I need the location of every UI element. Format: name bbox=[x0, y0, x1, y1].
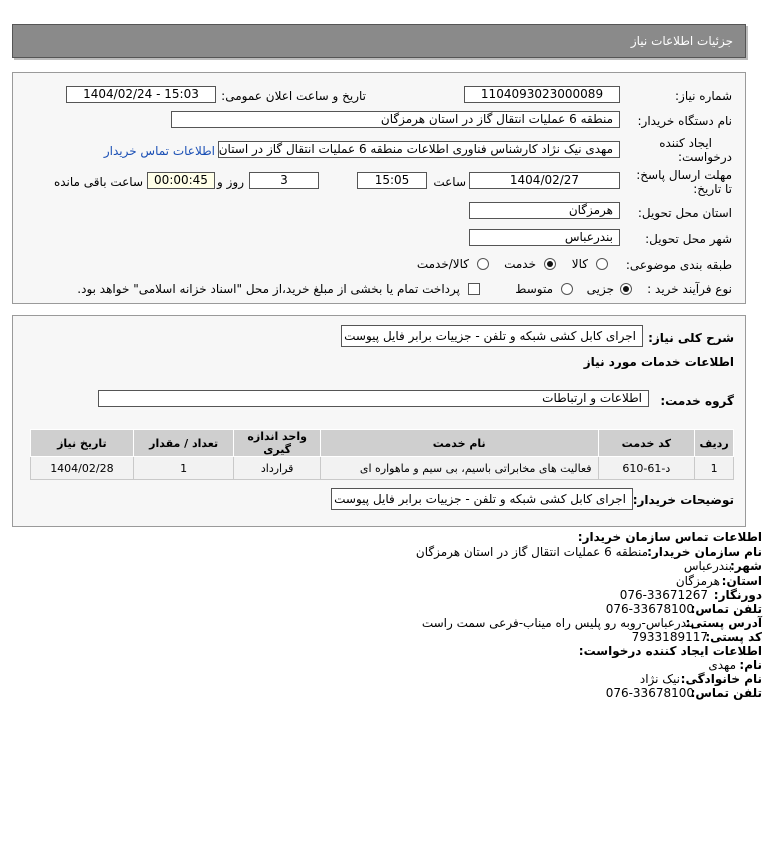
postal-value: 7933189117 bbox=[631, 630, 708, 644]
first-name-label: نام: bbox=[739, 658, 762, 672]
creator-phone-label: تلفن تماس: bbox=[690, 686, 762, 700]
remaining-label: ساعت باقی مانده bbox=[53, 175, 143, 189]
creator-label-2: درخواست: bbox=[678, 150, 732, 164]
cell-qty: 1 bbox=[133, 457, 234, 480]
creator-field[interactable]: مهدی نیک نژاد کارشناس فناوری اطلاعات منطقه 6 عملیات انتقال گاز در استان bbox=[218, 141, 620, 158]
need-number-field[interactable]: 1104093023000089 bbox=[464, 86, 620, 103]
contact-province-label: استان: bbox=[721, 574, 762, 588]
province-label: استان محل تحویل: bbox=[637, 206, 732, 220]
deadline-label-1: مهلت ارسال پاسخ: bbox=[636, 168, 732, 182]
cell-unit: قرارداد bbox=[234, 457, 320, 480]
deadline-date-field[interactable]: 1404/02/27 bbox=[469, 172, 620, 189]
last-name-label: نام خانوادگی: bbox=[680, 672, 762, 686]
cell-date: 1404/02/28 bbox=[31, 457, 134, 480]
days-field[interactable]: 3 bbox=[249, 172, 319, 189]
summary-field[interactable]: اجرای کابل کشی شبکه و تلفن - جزییات برابر فایل پیوست bbox=[341, 325, 643, 347]
process-option-medium: متوسط bbox=[515, 282, 553, 296]
buyer-org-label: نام دستگاه خریدار: bbox=[637, 114, 732, 128]
table-row[interactable] bbox=[31, 457, 734, 480]
process-label: نوع فرآیند خرید : bbox=[647, 282, 732, 296]
first-name-value: مهدی bbox=[708, 658, 736, 672]
postal-label: کد پستی: bbox=[705, 630, 762, 644]
fax-value: 076-33671267 bbox=[619, 588, 708, 602]
category-option-service: خدمت bbox=[504, 257, 536, 271]
days-label: روز و bbox=[217, 175, 244, 189]
buyer-contact-link[interactable]: اطلاعات تماس خریدار bbox=[103, 144, 215, 158]
buyer-notes-field[interactable]: اجرای کابل کشی شبکه و تلفن - جزییات برابر فایل پیوست bbox=[331, 488, 633, 510]
deadline-time-label: ساعت bbox=[433, 175, 466, 189]
cell-name: فعالیت های مخابراتی باسیم، بی سیم و ماهواره ای bbox=[320, 457, 598, 480]
contact-province-value: هرمزگان bbox=[675, 574, 720, 588]
col-code: کد خدمت bbox=[598, 430, 695, 457]
cell-code: د-61-610 bbox=[598, 457, 695, 480]
category-radio-goods-service[interactable] bbox=[477, 258, 489, 270]
col-qty: تعداد / مقدار bbox=[133, 430, 234, 457]
category-option-goods-service: کالا/خدمت bbox=[416, 257, 469, 271]
category-radio-goods[interactable] bbox=[596, 258, 608, 270]
col-row: ردیف bbox=[695, 430, 734, 457]
last-name-value: نیک نژاد bbox=[639, 672, 680, 686]
treasury-checkbox[interactable] bbox=[468, 283, 480, 295]
remaining-time-field: 00:00:45 bbox=[147, 172, 215, 189]
cell-row: 1 bbox=[695, 457, 734, 480]
contact-city-label: شهر: bbox=[730, 559, 762, 573]
table-header-row bbox=[31, 430, 734, 457]
contact-city-value: بندرعباس bbox=[683, 559, 732, 573]
col-name: نام خدمت bbox=[320, 430, 598, 457]
announce-date-field[interactable]: 1404/02/24 - 15:03 bbox=[66, 86, 216, 103]
page-title: جزئیات اطلاعات نیاز bbox=[630, 34, 733, 48]
buyer-org-field[interactable]: منطقه 6 عملیات انتقال گاز در استان هرمزگان bbox=[171, 111, 620, 128]
phone-value: 076-33678100 bbox=[605, 602, 694, 616]
col-unit: واحد اندازه گیری bbox=[234, 430, 320, 457]
need-number-label: شماره نیاز: bbox=[675, 89, 732, 103]
service-group-label: گروه خدمت: bbox=[660, 394, 734, 408]
city-field[interactable]: بندرعباس bbox=[469, 229, 620, 246]
category-radio-service[interactable] bbox=[544, 258, 556, 270]
creator-info-title: اطلاعات ایجاد کننده درخواست: bbox=[578, 644, 762, 658]
address-value: بندرعباس-روبه رو پلیس راه میناب-فرعی سمت راست bbox=[421, 616, 694, 630]
deadline-label-2: تا تاریخ: bbox=[693, 182, 732, 196]
services-table bbox=[30, 429, 734, 480]
col-date: تاریخ نیاز bbox=[31, 430, 134, 457]
deadline-time-field[interactable]: 15:05 bbox=[357, 172, 427, 189]
fax-label: دورنگار: bbox=[713, 588, 762, 602]
summary-label: شرح کلی نیاز: bbox=[648, 331, 734, 345]
province-field[interactable]: هرمزگان bbox=[469, 202, 620, 219]
buyer-name-label: نام سازمان خریدار: bbox=[647, 545, 762, 559]
announce-label: تاریخ و ساعت اعلان عمومی: bbox=[221, 89, 366, 103]
services-title: اطلاعات خدمات مورد نیاز bbox=[583, 355, 734, 369]
process-radio-medium[interactable] bbox=[561, 283, 573, 295]
address-label: آدرس پستی: bbox=[685, 616, 762, 630]
contact-org-title: اطلاعات تماس سازمان خریدار: bbox=[577, 530, 762, 544]
buyer-notes-label: توضیحات خریدار: bbox=[632, 493, 734, 507]
payment-note: پرداخت تمام یا بخشی از مبلغ خرید،از محل "اسناد خزانه اسلامی" خواهد بود. bbox=[77, 282, 460, 296]
process-option-minor: جزیی bbox=[586, 282, 614, 296]
page-header bbox=[12, 24, 746, 58]
creator-label-1: ایجاد کننده bbox=[659, 136, 712, 150]
category-label: طبقه بندی موضوعی: bbox=[625, 258, 732, 272]
service-group-field[interactable]: اطلاعات و ارتباطات bbox=[98, 390, 649, 407]
category-option-goods: کالا bbox=[571, 257, 588, 271]
buyer-name-value: منطقه 6 عملیات انتقال گاز در استان هرمزگان bbox=[415, 545, 648, 559]
city-label: شهر محل تحویل: bbox=[645, 232, 732, 246]
phone-label: تلفن تماس: bbox=[690, 602, 762, 616]
creator-phone-value: 076-33678100 bbox=[605, 686, 694, 700]
process-radio-minor[interactable] bbox=[620, 283, 632, 295]
